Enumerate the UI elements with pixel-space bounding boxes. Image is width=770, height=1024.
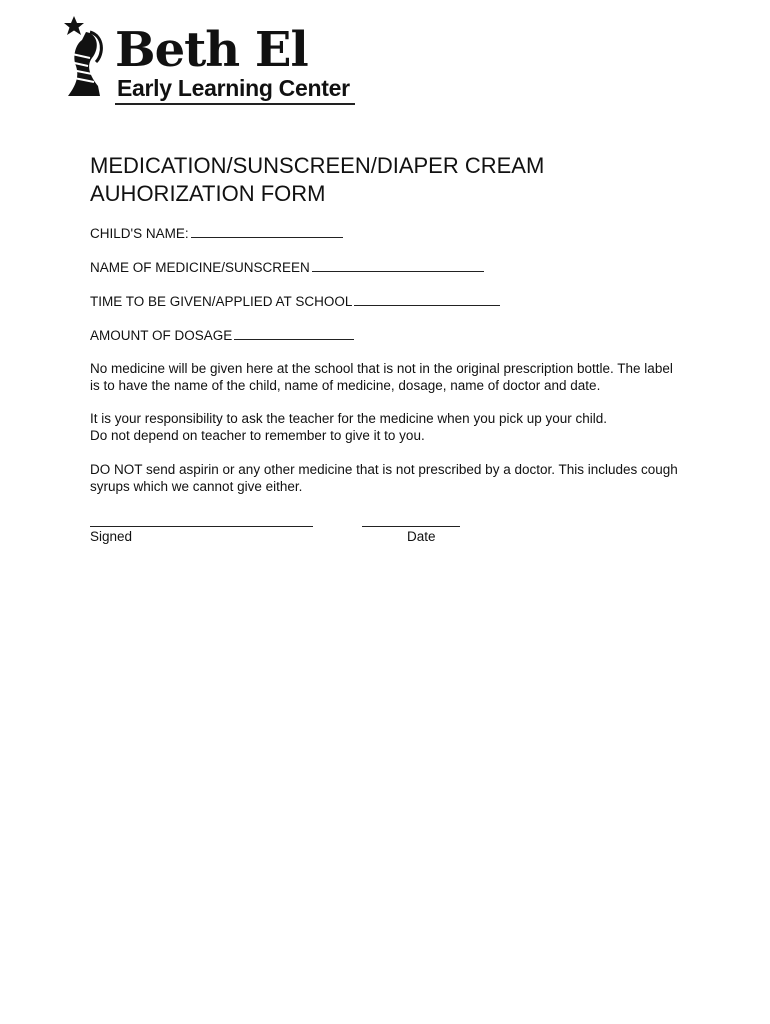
responsibility-paragraph (90, 410, 690, 444)
childs-name-blank[interactable] (191, 224, 343, 238)
medicine-name-blank[interactable] (312, 258, 484, 272)
paragraph-line: Do not depend on teacher to remember to give it to you. (90, 428, 425, 443)
time-given-blank[interactable] (354, 292, 500, 306)
original-bottle-paragraph (90, 360, 690, 394)
logo-name: Beth El (115, 22, 308, 78)
form-title (90, 152, 690, 208)
date-label: Date (407, 529, 436, 544)
paragraph-line: is to have the name of the child, name of medicine, dosage, name of doctor and date. (90, 378, 601, 393)
time-given-label: TIME TO BE GIVEN/APPLIED AT SCHOOL (90, 294, 353, 309)
logo-subtitle: Early Learning Center (117, 75, 350, 101)
medicine-name-label: NAME OF MEDICINE/SUNSCREEN (90, 260, 310, 275)
paragraph-line: It is your responsibility to ask the teacher for the medicine when you pick up your child. (90, 411, 608, 426)
signature-line[interactable] (90, 526, 313, 527)
paragraph-line: DO NOT send aspirin or any other medicine that is not prescribed by a doctor. This includes cough (90, 462, 678, 477)
form-title-line-1: MEDICATION/SUNSCREEN/DIAPER CREAM (90, 153, 545, 178)
date-line[interactable] (362, 526, 460, 527)
time-given-field (90, 292, 500, 311)
paragraph-line: No medicine will be given here at the school that is not in the original prescription bottle. The label (90, 361, 673, 376)
medicine-name-field (90, 258, 484, 277)
childs-name-field (90, 224, 343, 243)
paragraph-line: syrups which we cannot give either. (90, 479, 303, 494)
menorah-figure-icon (60, 14, 110, 104)
logo (60, 14, 360, 114)
form-title-line-2: AUHORIZATION FORM (90, 181, 326, 206)
dosage-blank[interactable] (234, 326, 354, 340)
aspirin-paragraph (90, 461, 690, 495)
dosage-field (90, 326, 354, 345)
logo-underline (115, 103, 355, 105)
signed-label: Signed (90, 529, 133, 544)
childs-name-label: CHILD'S NAME: (90, 226, 189, 241)
dosage-label: AMOUNT OF DOSAGE (90, 328, 233, 343)
